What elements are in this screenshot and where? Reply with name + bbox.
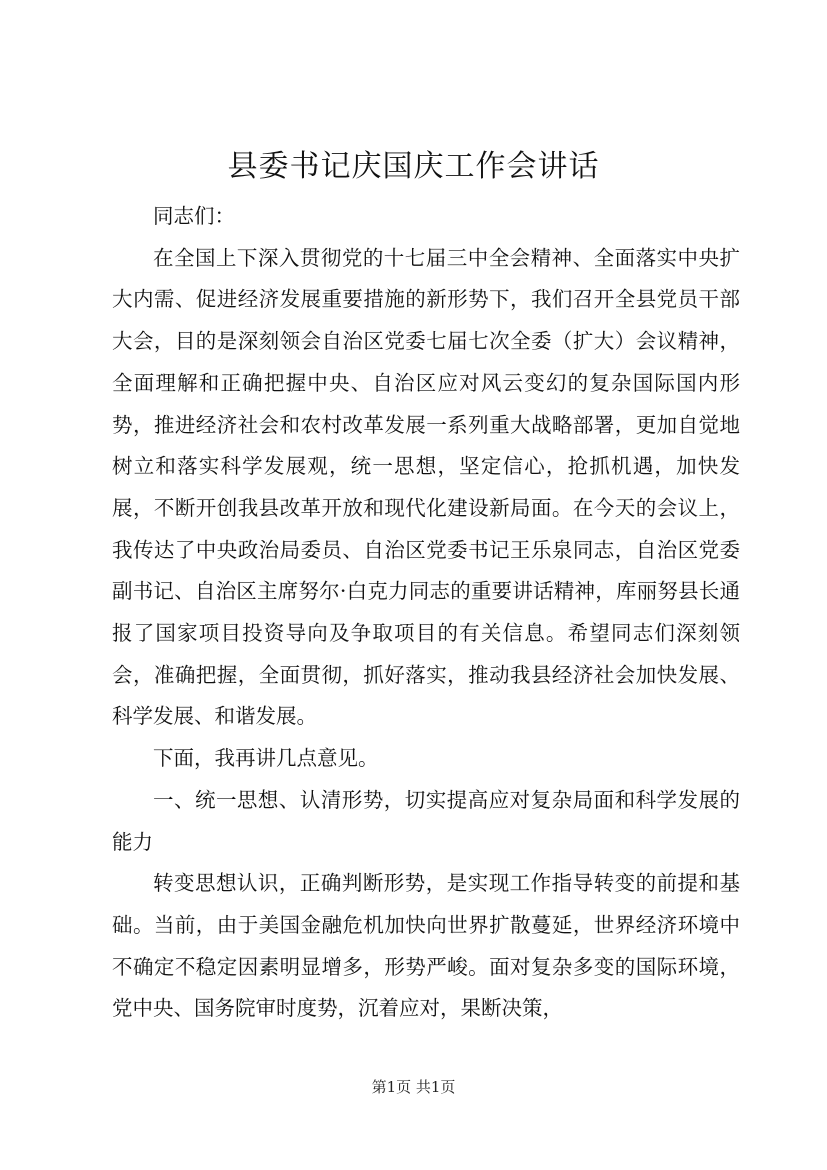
- section-heading: 一、统一思想、认清形势，切实提高应对复杂局面和科学发展的能力: [112, 787, 740, 854]
- document-title: 县委书记庆国庆工作会讲话: [227, 149, 600, 184]
- body-paragraph: 下面，我再讲几点意见。: [153, 746, 379, 771]
- document-body: [112, 196, 740, 1030]
- page-number: 第1页 共1页: [371, 1078, 456, 1096]
- body-paragraph: 转变思想认识，正确判断形势，是实现工作指导转变的前提和基础。当前，由于美国金融危机加快向世界扩散蔓延，世界经济环境中不确定不稳定因素明显增多，形势严峻。面对复杂多变的国际环境，党中央、国务院审时度势，沉着应对，果断决策，: [112, 871, 740, 1021]
- greeting-paragraph: 同志们：: [153, 204, 235, 228]
- body-paragraph: 在全国上下深入贯彻党的十七届三中全会精神、全面落实中央扩大内需、促进经济发展重要措施的新形势下，我们召开全县党员干部大会，目的是深刻领会自治区党委七届七次全委（扩大）会议精神，全面理解和正确把握中央、自治区应对风云变幻的复杂国际国内形势，推进经济社会和农村改革发展一系列重大战略部署，更加自觉地树立和落实科学发展观，统一思想，坚定信心，抢抓机遇，加快发展，不断开创我县改革开放和现代化建设新局面。在今天的会议上，我传达了中央政治局委员、自治区党委书记王乐泉同志，自治区党委副书记、自治区主席努尔·白克力同志的重要讲话精神，库丽努县长通报了国家项目投资导向及争取项目的有关信息。希望同志们深刻领会，准确把握，全面贯彻，抓好落实，推动我县经济社会加快发展、科学发展、和谐发展。: [112, 245, 740, 729]
